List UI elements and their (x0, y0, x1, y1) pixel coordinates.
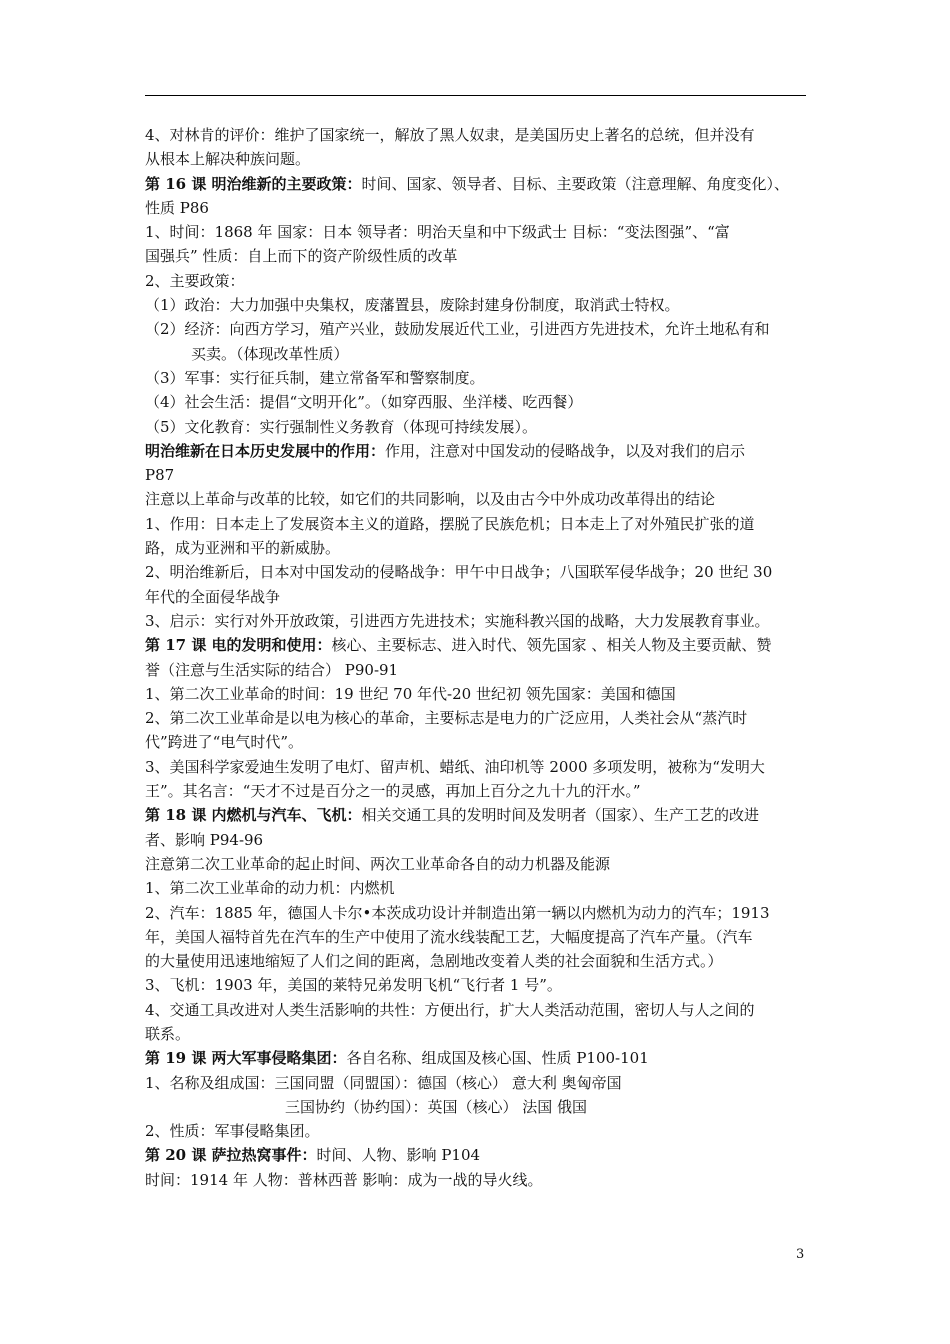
text-line (145, 706, 809, 730)
line-text: 核心、主要标志、进入时代、领先国家 、相关人物及主要贡献、赞 (331, 636, 772, 655)
line-text: （1）政治：大力加强中央集权，废藩置县，废除封建身份制度，取消武士特权。 (145, 296, 680, 315)
line-text: （3）军事：实行征兵制，建立常备军和警察制度。 (145, 368, 485, 387)
text-line (145, 1168, 809, 1192)
line-text: 从根本上解决种族问题。 (145, 150, 311, 169)
text-line (145, 949, 809, 973)
lesson-heading: 第 17 课 电的发明和使用： (145, 636, 332, 655)
text-line (145, 487, 809, 511)
line-text: （5）文化教育：实行强制性义务教育（体现可持续发展）。 (145, 417, 538, 436)
lesson-heading-line (145, 1046, 809, 1070)
line-text: 2、第二次工业革命是以电为核心的革命，主要标志是电力的广泛应用，人类社会从“蒸汽时 (145, 709, 748, 728)
line-text: P87 (145, 466, 175, 485)
text-line (145, 147, 809, 171)
text-line (145, 512, 809, 536)
text-line (145, 828, 809, 852)
line-text: 1、名称及组成国：三国同盟（同盟国）：德国（核心） 意大利 奥匈帝国 (145, 1073, 622, 1092)
text-line (145, 1071, 809, 1095)
text-line (145, 123, 809, 147)
lesson-heading: 明治维新在日本历史发展中的作用： (145, 441, 386, 460)
line-text: 3、美国科学家爱迪生发明了电灯、留声机、蜡纸、油印机等 2000 多项发明，被称为“发明大 (145, 757, 765, 776)
line-text: 3、启示：实行对外开放政策，引进西方先进技术；实施科教兴国的战略，大力发展教育事业。 (145, 611, 770, 630)
text-line (145, 196, 809, 220)
line-text: （4）社会生活：提倡“文明开化”。（如穿西服、坐洋楼、吃西餐） (145, 393, 583, 412)
line-text: 1、第二次工业革命的时间：19 世纪 70 年代-20 世纪初 领先国家：美国和德国 (145, 684, 676, 703)
text-line (145, 560, 809, 584)
line-text: 4、交通工具改进对人类生活影响的共性：方便出行，扩大人类活动范围，密切人与人之间的 (145, 1000, 755, 1019)
lesson-heading-line (145, 633, 809, 657)
text-line (145, 730, 809, 754)
line-text: 者、影响 P94-96 (145, 830, 264, 849)
text-line (145, 925, 809, 949)
text-line (145, 463, 809, 487)
line-text: 3、飞机：1903 年，美国的莱特兄弟发明飞机“飞行者 1 号”。 (145, 976, 562, 995)
line-text: 性质 P86 (145, 198, 209, 217)
text-line (145, 779, 809, 803)
text-line (145, 342, 809, 366)
line-text: 4、对林肯的评价：维护了国家统一，解放了黑人奴隶，是美国历史上著名的总统，但并没有 (145, 126, 755, 144)
line-text: 2、性质：军事侵略集团。 (145, 1122, 320, 1141)
text-line (145, 1119, 809, 1143)
text-line (145, 220, 809, 244)
lesson-heading-line (145, 1143, 809, 1167)
line-text: 的大量使用迅速地缩短了人们之间的距离，急剧地改变着人类的社会面貌和生活方式。） (145, 952, 723, 971)
document-body (145, 123, 809, 1192)
line-text: 誉（注意与生活实际的结合） P90-91 (145, 660, 399, 679)
page-number: 3 (796, 1247, 805, 1262)
line-text: 年代的全面侵华战争 (145, 587, 281, 606)
text-line (145, 852, 809, 876)
text-line (145, 585, 809, 609)
lesson-heading-line (145, 803, 809, 827)
header-rule (145, 95, 806, 96)
text-line (145, 269, 809, 293)
line-text: 1、作用：日本走上了发展资本主义的道路，摆脱了民族危机；日本走上了对外殖民扩张的道 (145, 514, 755, 533)
text-line (145, 1095, 809, 1119)
line-text: 三国协约（协约国）：英国（核心） 法国 俄国 (285, 1097, 588, 1116)
text-line (145, 973, 809, 997)
text-line (145, 658, 809, 682)
line-text: 注意第二次工业革命的起止时间、两次工业革命各自的动力机器及能源 (145, 854, 611, 873)
line-text: 代”跨进了“电气时代”。 (145, 733, 304, 752)
line-text: 1、时间：1868 年 国家：日本 领导者：明治天皇和中下级武士 目标：“变法图强”、“富 (145, 223, 730, 242)
lesson-heading: 第 20 课 萨拉热窝事件： (145, 1146, 317, 1165)
line-text: 时间、人物、影响 P104 (316, 1146, 481, 1165)
text-line (145, 536, 809, 560)
text-line (145, 755, 809, 779)
line-text: 1、第二次工业革命的动力机：内燃机 (145, 879, 395, 898)
text-line (145, 244, 809, 268)
text-line (145, 317, 809, 341)
line-text: 2、明治维新后，日本对中国发动的侵略战争：甲午中日战争；八国联军侵华战争；20 世纪 30 (145, 563, 773, 582)
text-line (145, 609, 809, 633)
text-line (145, 366, 809, 390)
line-text: 国强兵” 性质：自上而下的资产阶级性质的改革 (145, 247, 458, 266)
text-line (145, 390, 809, 414)
lesson-heading: 第 16 课 明治维新的主要政策： (145, 174, 362, 193)
text-line (145, 293, 809, 317)
line-text: 年，美国人福特首先在汽车的生产中使用了流水线装配工艺，大幅度提高了汽车产量。（汽车 (145, 927, 753, 946)
line-text: 路，成为亚洲和平的新威胁。 (145, 539, 341, 558)
lesson-heading: 第 19 课 两大军事侵略集团： (145, 1049, 347, 1068)
line-text: 2、汽车：1885 年，德国人卡尔•本茨成功设计并制造出第一辆以内燃机为动力的汽车；1913 (145, 903, 770, 922)
line-text: 联系。 (145, 1024, 191, 1043)
text-line (145, 415, 809, 439)
line-text: （2）经济：向西方学习，殖产兴业，鼓励发展近代工业，引进西方先进技术，允许土地私有和 (145, 320, 770, 339)
text-line (145, 876, 809, 900)
line-text: 作用，注意对中国发动的侵略战争，以及对我们的启示 (385, 441, 746, 460)
line-text: 时间：1914 年 人物：普林西普 影响：成为一战的导火线。 (145, 1170, 543, 1189)
text-line (145, 901, 809, 925)
line-text: 买卖。（体现改革性质） (191, 344, 349, 363)
line-text: 2、主要政策： (145, 271, 245, 290)
line-text: 时间、国家、领导者、目标、主要政策（注意理解、角度变化）、 (361, 174, 790, 193)
text-line (145, 998, 809, 1022)
line-text: 各自名称、组成国及核心国、性质 P100-101 (346, 1049, 649, 1068)
lesson-heading: 第 18 课 内燃机与汽车、飞机： (145, 806, 362, 825)
text-line (145, 682, 809, 706)
lesson-heading-line (145, 439, 809, 463)
text-line (145, 1022, 809, 1046)
line-text: 王”。其名言：“天才不过是百分之一的灵感，再加上百分之九十九的汗水。” (145, 782, 641, 801)
line-text: 相关交通工具的发明时间及发明者（国家）、生产工艺的改进 (361, 806, 760, 825)
line-text: 注意以上革命与改革的比较，如它们的共同影响，以及由古今中外成功改革得出的结论 (145, 490, 716, 509)
lesson-heading-line (145, 172, 809, 196)
